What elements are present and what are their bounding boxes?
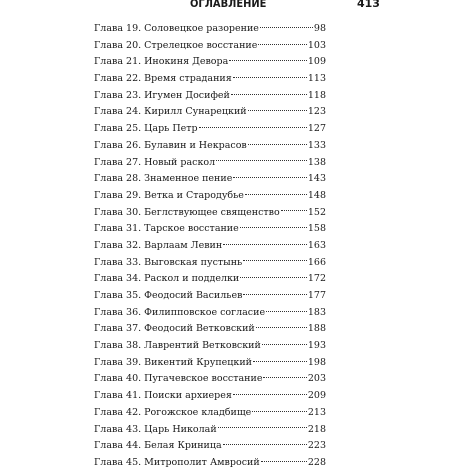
toc-entry-page: 152	[307, 206, 326, 218]
toc-entry-page: 127	[307, 123, 326, 135]
toc-dot-leader	[245, 194, 307, 195]
toc-entry	[94, 221, 326, 238]
toc-entry-page: 177	[307, 290, 326, 301]
toc-entry	[94, 321, 326, 338]
toc-entry-title: Глава 44. Белая Криница	[94, 440, 222, 452]
toc-entry	[94, 21, 326, 38]
toc-dot-leader	[240, 227, 307, 228]
toc-entry-title: Глава 19. Соловецкое разорение	[94, 23, 259, 34]
toc-entry	[94, 455, 326, 472]
toc-dot-leader	[223, 444, 307, 445]
toc-dot-leader	[231, 94, 307, 95]
toc-dot-leader	[256, 327, 307, 328]
toc-entry-title: Глава 24. Кирилл Сунарецкий	[94, 106, 247, 118]
toc-entry	[94, 288, 326, 305]
toc-entry-title: Глава 40. Пугачевское восстание	[94, 373, 263, 385]
toc-dot-leader	[216, 160, 307, 161]
toc-entry	[94, 171, 326, 188]
toc-dot-leader	[233, 177, 307, 178]
toc-dot-leader	[262, 344, 307, 345]
toc-entry-page: 183	[307, 306, 326, 318]
toc-entry	[94, 405, 326, 422]
toc-entry-title: Глава 27. Новый раскол	[94, 156, 216, 168]
toc-dot-leader	[233, 77, 307, 78]
toc-entry-page: 203	[307, 373, 326, 385]
toc-entry	[94, 438, 326, 455]
toc-entry-title: Глава 26. Булавин и Некрасов	[94, 139, 247, 151]
toc-entry-title: Глава 43. Царь Николай	[94, 423, 217, 435]
toc-dot-leader	[248, 110, 307, 111]
toc-dot-leader	[229, 60, 307, 61]
toc-entry-title: Глава 34. Раскол и подделки	[94, 273, 240, 285]
toc-entry	[94, 271, 326, 288]
toc-entry	[94, 305, 326, 322]
toc-entry	[94, 104, 326, 121]
page-header	[0, 0, 450, 14]
toc-entry-title: Глава 20. Стрелецкое восстание	[94, 39, 258, 51]
toc-entry-page: 103	[307, 39, 326, 51]
toc-entry	[94, 38, 326, 55]
toc-dot-leader	[233, 394, 307, 395]
toc-entry-page: 163	[307, 239, 326, 251]
toc-entry-title: Глава 38. Лаврентий Ветковский	[94, 340, 261, 352]
toc-entry-page: 198	[307, 356, 326, 368]
toc-dot-leader	[223, 244, 307, 245]
toc-entry-title: Глава 28. Знаменное пение	[94, 173, 233, 185]
toc-entry-page: 143	[307, 173, 326, 185]
toc-entry	[94, 54, 326, 71]
toc-dot-leader	[281, 210, 307, 211]
toc-entry	[94, 388, 326, 405]
toc-entry-title: Глава 39. Викентий Крупецкий	[94, 356, 252, 368]
table-of-contents	[94, 21, 326, 472]
toc-entry-title: Глава 35. Феодосий Васильев	[94, 290, 243, 301]
toc-entry	[94, 121, 326, 138]
toc-entry-title: Глава 23. Игумен Досифей	[94, 89, 230, 101]
toc-dot-leader	[266, 311, 307, 312]
toc-dot-leader	[260, 27, 313, 28]
toc-entry-title: Глава 42. Рогожское кладбище	[94, 406, 252, 418]
toc-entry-page: 166	[307, 256, 326, 268]
page-number: 413	[357, 0, 380, 10]
toc-dot-leader	[258, 44, 307, 45]
toc-entry-title: Глава 21. Инокиня Девора	[94, 56, 229, 68]
toc-entry	[94, 338, 326, 355]
toc-dot-leader	[243, 294, 306, 295]
toc-entry	[94, 138, 326, 155]
toc-entry	[94, 238, 326, 255]
toc-entry-page: 213	[307, 406, 326, 418]
toc-dot-leader	[240, 277, 307, 278]
toc-entry-page: 98	[313, 23, 326, 34]
running-header-title: ОГЛАВЛЕНИЕ	[190, 0, 267, 10]
toc-entry-page: 223	[307, 440, 326, 452]
toc-entry	[94, 155, 326, 172]
toc-entry-page: 113	[307, 73, 326, 85]
toc-entry-page: 218	[307, 423, 326, 435]
toc-entry-page: 193	[307, 340, 326, 352]
toc-entry-title: Глава 33. Выговская пустынь	[94, 256, 243, 268]
toc-entry-page: 158	[307, 223, 326, 235]
toc-entry-title: Глава 25. Царь Петр	[94, 123, 198, 135]
toc-entry-page: 118	[307, 89, 326, 101]
toc-dot-leader	[243, 260, 307, 261]
toc-entry-page: 228	[307, 456, 326, 468]
toc-entry-title: Глава 37. Феодосий Ветковский	[94, 323, 255, 335]
toc-dot-leader	[261, 461, 307, 462]
toc-entry	[94, 371, 326, 388]
toc-entry-title: Глава 30. Беглствующее священство	[94, 206, 280, 218]
toc-entry-title: Глава 45. Митрополит Амвросий	[94, 456, 260, 468]
toc-entry-page: 133	[307, 139, 326, 151]
toc-entry-page: 172	[307, 273, 326, 285]
toc-entry-page: 148	[307, 189, 326, 201]
toc-dot-leader	[218, 427, 307, 428]
toc-entry-page: 138	[307, 156, 326, 168]
toc-entry-title: Глава 36. Филипповское согласие	[94, 306, 266, 318]
toc-entry	[94, 422, 326, 439]
toc-entry-page: 123	[307, 106, 326, 118]
toc-entry	[94, 88, 326, 105]
toc-entry-page: 188	[307, 323, 326, 335]
toc-dot-leader	[253, 361, 307, 362]
toc-entry-title: Глава 31. Тарское восстание	[94, 223, 239, 235]
toc-entry	[94, 355, 326, 372]
toc-entry	[94, 255, 326, 272]
toc-entry-title: Глава 29. Ветка и Стародубье	[94, 189, 244, 201]
toc-dot-leader	[199, 127, 307, 128]
toc-entry	[94, 71, 326, 88]
toc-entry-title: Глава 41. Поиски архиерея	[94, 390, 232, 402]
toc-entry-title: Глава 22. Время страдания	[94, 73, 232, 85]
toc-entry	[94, 205, 326, 222]
toc-entry	[94, 188, 326, 205]
toc-dot-leader	[252, 411, 307, 412]
toc-dot-leader	[248, 144, 307, 145]
toc-entry-page: 109	[307, 56, 326, 68]
toc-entry-page: 209	[307, 390, 326, 402]
toc-dot-leader	[263, 377, 306, 378]
toc-entry-title: Глава 32. Варлаам Левин	[94, 239, 223, 251]
